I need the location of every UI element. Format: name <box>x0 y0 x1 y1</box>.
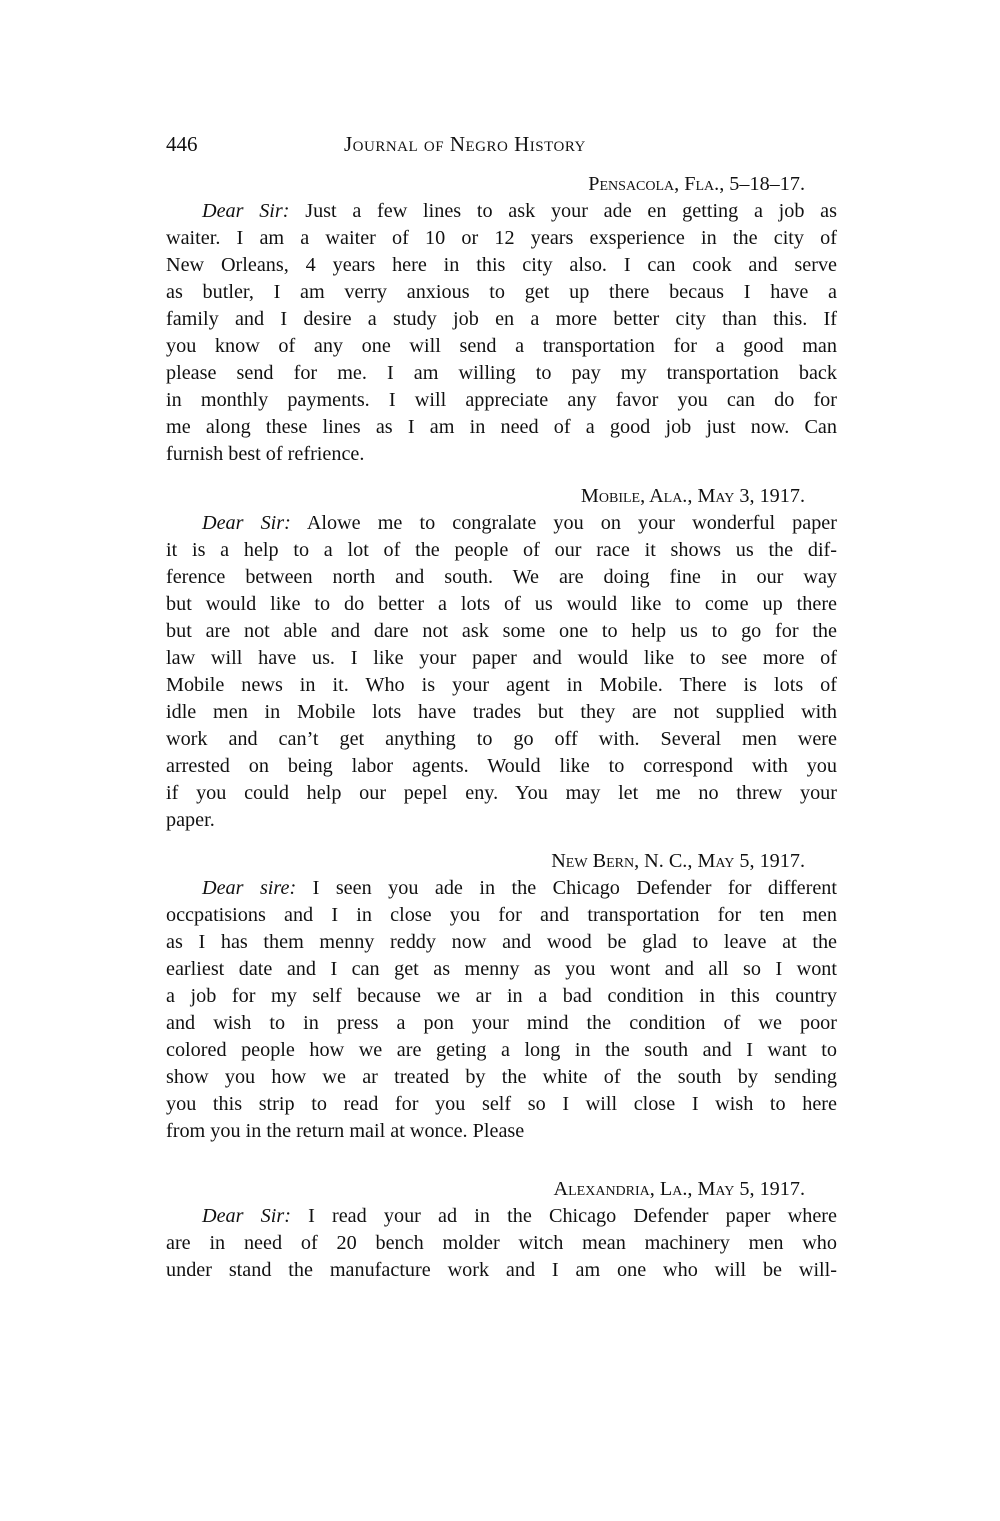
salutation: Dear Sir: <box>202 1205 291 1227</box>
letter-alexandria <box>166 1176 837 1284</box>
salutation: Dear sire: <box>202 877 297 899</box>
text-line: law will have us. I like your paper and would like to see more of <box>166 647 837 669</box>
text-line: arrested on being labor agents. Would like to correspond with you <box>166 755 837 777</box>
text-line: it is a help to a lot of the people of our race it shows us the dif- <box>166 539 837 561</box>
text-line: you know of any one will send a transportation for a good man <box>166 335 837 357</box>
dateline: New Bern, N. C., May 5, 1917. <box>551 850 805 872</box>
text-line: a job for my self because we ar in a bad condition in this country <box>166 985 837 1007</box>
text-line <box>166 510 837 537</box>
text-line: work and can’t get anything to go off with. Several men were <box>166 728 837 750</box>
dateline: Mobile, Ala., May 3, 1917. <box>580 485 805 507</box>
line-text: Just a few lines to ask your ade en getting a job as <box>289 200 837 222</box>
text-line: Mobile news in it. Who is your agent in Mobile. There is lots of <box>166 674 837 696</box>
dateline: Alexandria, La., May 5, 1917. <box>553 1178 805 1200</box>
dateline: Pensacola, Fla., 5–18–17. <box>588 173 805 195</box>
text-line: as I has them menny reddy now and wood be glad to leave at the <box>166 931 837 953</box>
text-line: but are not able and dare not ask some one to help us to go for the <box>166 620 837 642</box>
text-line: waiter. I am a waiter of 10 or 12 years exsperience in the city of <box>166 227 837 249</box>
text-line <box>166 198 837 225</box>
text-line <box>166 875 837 902</box>
text-line: but would like to do better a lots of us would like to come up there <box>166 593 837 615</box>
line-text: I seen you ade in the Chicago Defender for different <box>296 877 837 899</box>
salutation: Dear Sir: <box>202 512 291 534</box>
text-line: from you in the return mail at wonce. Please <box>166 1120 525 1142</box>
text-line: show you how we ar treated by the white of the south by sending <box>166 1066 837 1088</box>
text-line: furnish best of refrience. <box>166 443 365 465</box>
text-line: are in need of 20 bench molder witch mean machinery men who <box>166 1232 837 1254</box>
text-line: if you could help our pepel eny. You may let me no threw your <box>166 782 837 804</box>
text-line <box>166 1203 837 1230</box>
text-line: ference between north and south. We are doing fine in our way <box>166 566 837 588</box>
line-text: Alowe me to congralate you on your wonderful paper <box>290 512 837 534</box>
letter-new-bern <box>166 848 837 1145</box>
text-line: paper. <box>166 809 215 831</box>
page-number: 446 <box>166 132 198 156</box>
text-line: colored people how we are geting a long in the south and I want to <box>166 1039 837 1061</box>
text-line: in monthly payments. I will appreciate any favor you can do for <box>166 389 837 411</box>
text-line: and wish to in press a pon your mind the condition of we poor <box>166 1012 837 1034</box>
letter-mobile <box>166 483 837 834</box>
text-line: you this strip to read for you self so I will close I wish to here <box>166 1093 837 1115</box>
text-line: occpatisions and I in close you for and transportation for ten men <box>166 904 837 926</box>
salutation: Dear Sir: <box>202 200 290 222</box>
text-line: me along these lines as I am in need of a good job just now. Can <box>166 416 837 438</box>
text-line: earliest date and I can get as menny as you wont and all so I wont <box>166 958 837 980</box>
text-line: family and I desire a study job en a more better city than this. If <box>166 308 837 330</box>
line-text: I read your ad in the Chicago Defender paper where <box>290 1205 837 1227</box>
text-line: please send for me. I am willing to pay my transportation back <box>166 362 837 384</box>
running-head: Journal of Negro History <box>344 132 586 156</box>
text-line: idle men in Mobile lots have trades but they are not supplied with <box>166 701 837 723</box>
text-line: New Orleans, 4 years here in this city also. I can cook and serve <box>166 254 837 276</box>
letter-pensacola <box>166 171 837 468</box>
text-line: under stand the manufacture work and I am one who will be will- <box>166 1259 837 1281</box>
text-line: as butler, I am verry anxious to get up there becaus I have a <box>166 281 837 303</box>
